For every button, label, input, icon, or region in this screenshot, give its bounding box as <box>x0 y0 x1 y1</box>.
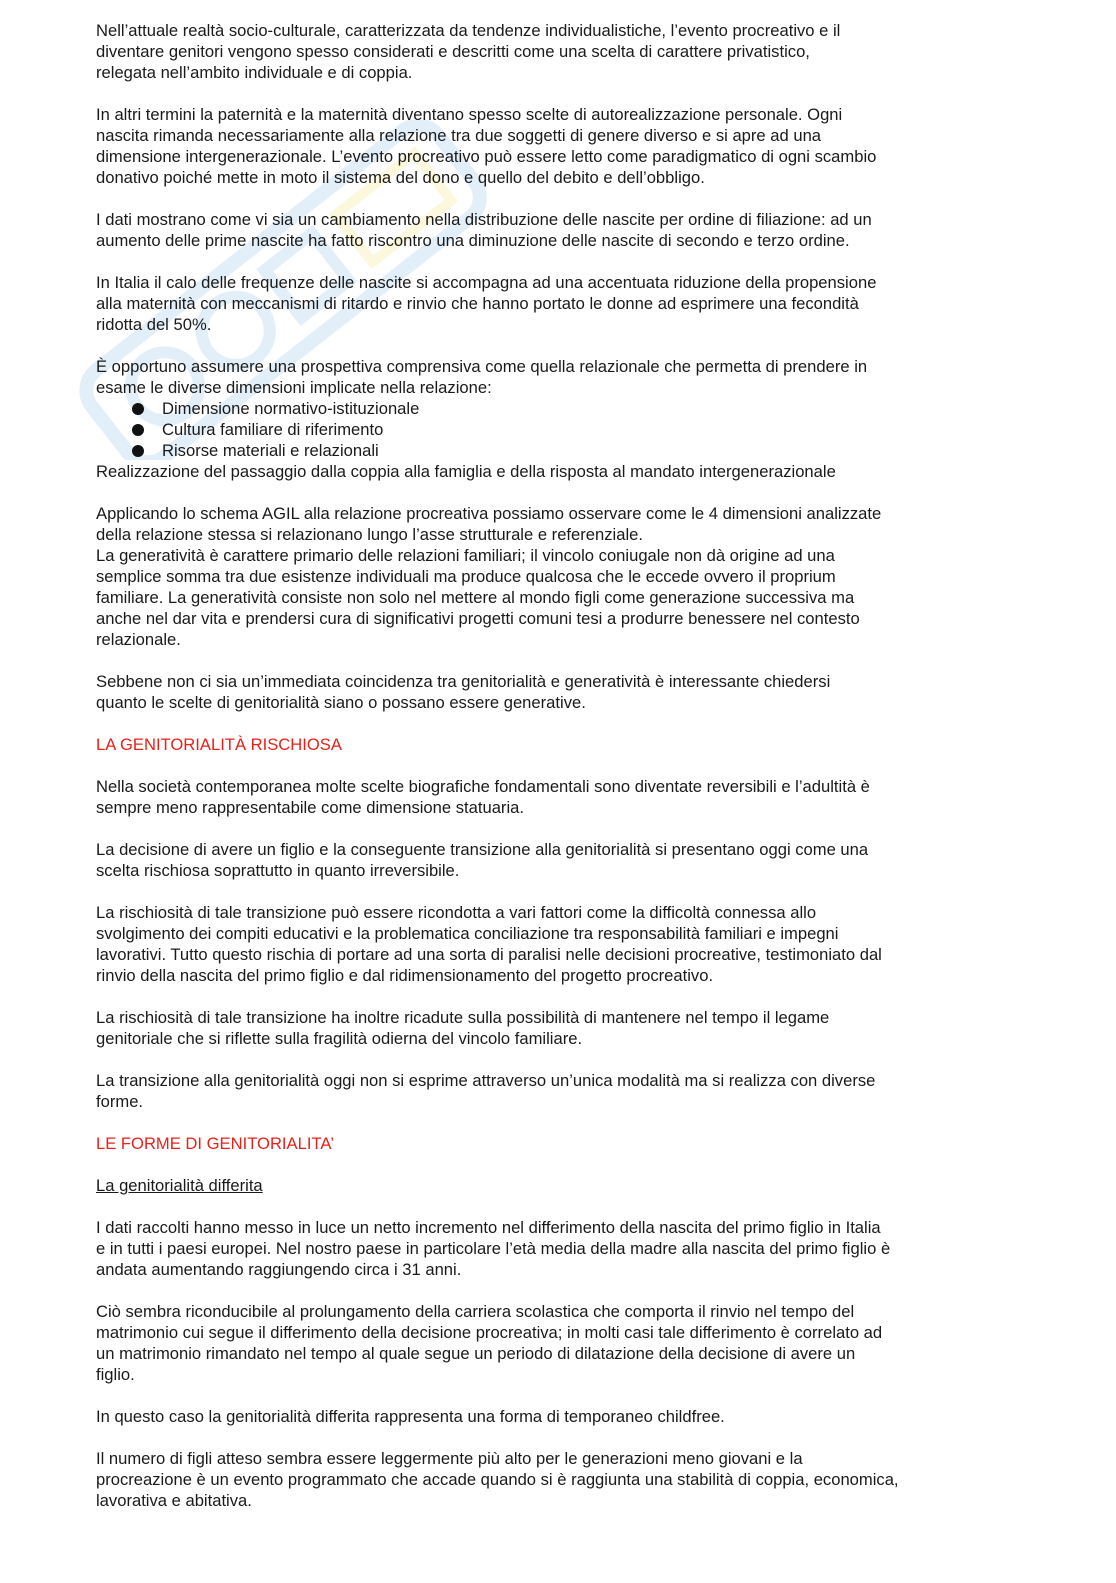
list-item-label: Dimensione normativo-istituzionale <box>162 399 420 418</box>
paragraph-risk-4: La rischiosità di tale transizione ha inoltre ricadute sulla possibilità di mantenere nel tempo il legame genitoriale che si riflette sulla fragilità odierna del vincolo familiare. <box>96 1008 830 1048</box>
paragraph-risk-2: La decisione di avere un figlio e la conseguente transizione alla genitorialità si presentano oggi come una scelta rischiosa soprattutto in quanto irreversibile. <box>96 840 869 880</box>
bullet-icon <box>132 403 144 415</box>
paragraph-forms-1: I dati raccolti hanno messo in luce un netto incremento nel differimento della nascita del primo figlio in Italia e in tutti i paesi europei. Nel nostro paese in particolare l’età media della madre alla nascita del primo figlio è andata aumentando raggiungendo circa i 31 anni. <box>96 1218 891 1279</box>
paragraph-risk-5: La transizione alla genitorialità oggi non si esprime attraverso un’unica modalità ma si realizza con diverse forme. <box>96 1071 876 1111</box>
paragraph-intro-3: I dati mostrano come vi sia un cambiamento nella distribuzione delle nascite per ordine di filiazione: ad un aumento delle prime nascite ha fatto riscontro una diminuzione delle nascite di secondo e terzo ordine. <box>96 210 872 250</box>
paragraph-forms-4: Il numero di figli atteso sembra essere leggermente più alto per le generazioni meno giovani e la procreazione è un evento programmato che accade quando si è raggiunta una stabilità di coppia, economica, lavorativa e abitativa. <box>96 1449 899 1510</box>
section-title-forms: LE FORME DI GENITORIALITA’ <box>96 1134 334 1153</box>
paragraph-agil-3: Sebbene non ci sia un’immediata coincidenza tra genitorialità e generatività è interessante chiedersi quanto le scelte di genitorialità siano o possano essere generative. <box>96 672 831 712</box>
paragraph-intro-2: In altri termini la paternità e la maternità diventano spesso scelte di autorealizzazione personale. Ogni nascita rimanda necessariamente alla relazione tra due soggetti di genere diverso e si apre ad una dimensione intergenerazionale. L’evento procreativo può essere letto come paradigmatico di ogni scambio donativo poiché mette in moto il sistema del dono e quello del debito e dell’obbligo. <box>96 105 877 187</box>
paragraph-forms-3: In questo caso la genitorialità differita rappresenta una forma di temporaneo childfree. <box>96 1407 725 1426</box>
paragraph-relational-after: Realizzazione del passaggio dalla coppia alla famiglia e della risposta al mandato intergenerazionale <box>96 462 836 481</box>
paragraph-agil-2: La generatività è carattere primario delle relazioni familiari; il vincolo coniugale non dà origine ad una semplice somma tra due esistenze individuali ma produce qualcosa che le eccede ovvero il proprium familiare. La generatività consiste non solo nel mettere al mondo figli come generazione successiva ma anche nel dar vita e prendersi cura di significativi progetti comuni tesi a produrre benessere nel contesto relazionale. <box>96 546 860 649</box>
dimensions-list <box>96 398 1006 461</box>
paragraph-intro-4: In Italia il calo delle frequenze delle nascite si accompagna ad una accentuata riduzione della propensione alla maternità con meccanismi di ritardo e rinvio che hanno portato le donne ad esprimere una fecondità ridotta del 50%. <box>96 273 877 334</box>
paragraph-risk-1: Nella società contemporanea molte scelte biografiche fondamentali sono diventate reversibili e l’adultità è sempre meno rappresentabile come dimensione statuaria. <box>96 777 870 817</box>
list-item-label: Risorse materiali e relazionali <box>162 441 379 460</box>
section-title-risk: LA GENITORIALITÀ RISCHIOSA <box>96 735 342 754</box>
list-item <box>96 398 1006 419</box>
subsection-title-deferred: La genitorialità differita <box>96 1176 263 1195</box>
list-item <box>96 419 1006 440</box>
paragraph-agil-1: Applicando lo schema AGIL alla relazione procreativa possiamo osservare come le 4 dimensioni analizzate della relazione stessa si relazionano lungo l’asse strutturale e referenziale. <box>96 504 882 544</box>
paragraph-forms-2: Ciò sembra riconducibile al prolungamento della carriera scolastica che comporta il rinvio nel tempo del matrimonio cui segue il differimento della decisione procreativa; in molti casi tale differimento è correlato ad un matrimonio rimandato nel tempo al quale segue un periodo di dilatazione della decisione di avere un figlio. <box>96 1302 883 1384</box>
paragraph-intro-1: Nell’attuale realtà socio-culturale, caratterizzata da tendenze individualistiche, l’evento procreativo e il diventare genitori vengono spesso considerati e descritti come una scelta di carattere privatistico, relegata nell’ambito individuale e di coppia. <box>96 21 841 82</box>
list-item-label: Cultura familiare di riferimento <box>162 420 384 439</box>
paragraph-relational-lead: È opportuno assumere una prospettiva comprensiva come quella relazionale che permetta di prendere in esame le diverse dimensioni implicate nella relazione: <box>96 357 868 397</box>
paragraph-risk-3: La rischiosità di tale transizione può essere ricondotta a vari fattori come la difficoltà connessa allo svolgimento dei compiti educativi e la problematica conciliazione tra responsabilità familiari e impegni lavorativi. Tutto questo rischia di portare ad una sorta di paralisi nelle decisioni procreative, testimoniato dal rinvio della nascita del primo figlio e dal ridimensionamento del progetto procreativo. <box>96 903 882 985</box>
bullet-icon <box>132 445 144 457</box>
document-body <box>96 20 1006 1532</box>
bullet-icon <box>132 424 144 436</box>
list-item <box>96 440 1006 461</box>
